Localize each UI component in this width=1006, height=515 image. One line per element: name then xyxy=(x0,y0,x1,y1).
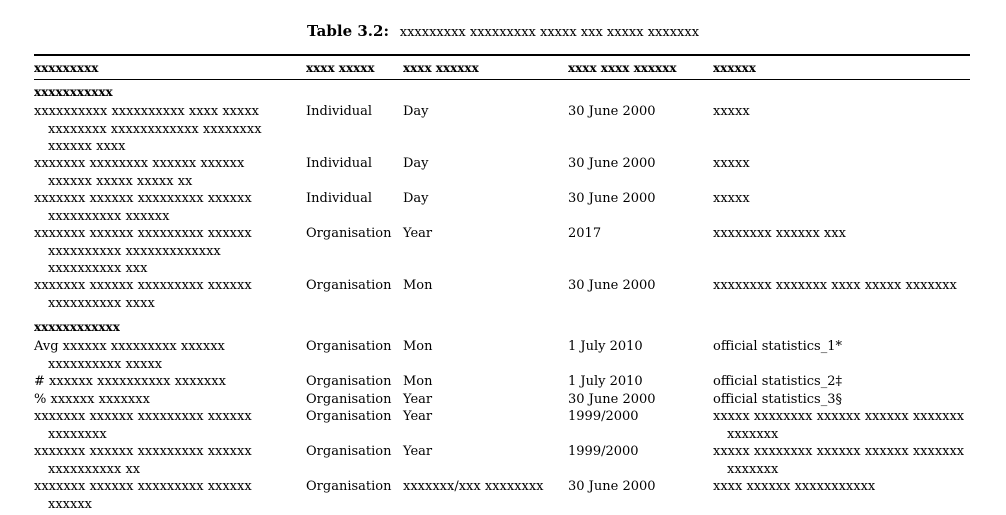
row-name-line: xxxxxxx xxxxxx xxxxxxxxx xxxxxx xyxy=(34,191,252,206)
row-source xyxy=(713,391,842,409)
row-date: 1 July 2010 xyxy=(568,374,643,389)
row-source xyxy=(713,373,842,391)
row-name-line: xxxxxxx xxxxxx xxxxxxxxx xxxxxx xyxy=(34,409,252,424)
row-frequency: Mon xyxy=(403,339,433,354)
row-source xyxy=(713,338,842,356)
row-source-line: xxxxx xyxy=(713,191,750,206)
row-frequency: Day xyxy=(403,104,429,119)
row-name xyxy=(34,225,252,278)
row-source-line: official statistics_3§ xyxy=(713,392,843,407)
row-name xyxy=(34,408,252,443)
row-name-line: xxxxxxx xxxxxx xxxxxxxxx xxxxxx xyxy=(34,479,252,494)
top-rule xyxy=(34,54,970,56)
row-frequency: Year xyxy=(403,409,433,424)
column-header-date: xxxx xxxx xxxxxx xyxy=(568,61,677,75)
row-name xyxy=(34,478,252,513)
column-header-name: xxxxxxxxx xyxy=(34,61,99,75)
row-name-line: xxxxxxxxxx xxxxxxxxxxxxx xyxy=(48,243,221,259)
row-source-line: xxxxxxxx xxxxxx xxx xyxy=(713,226,846,241)
row-type: Organisation xyxy=(306,392,392,407)
row-name-line: xxxxxxx xxxxxx xxxxxxxxx xxxxxx xyxy=(34,278,252,293)
row-name-line: xxxxxxxxxx xxxxxx xyxy=(48,208,170,224)
column-header-source: xxxxxx xyxy=(713,61,756,75)
column-header-type: xxxx xxxxx xyxy=(306,61,375,75)
row-date: 30 June 2000 xyxy=(568,156,656,171)
row-name xyxy=(34,338,225,373)
row-date: 30 June 2000 xyxy=(568,104,656,119)
row-frequency: Day xyxy=(403,156,429,171)
row-type: Individual xyxy=(306,104,373,119)
row-name-line: Avg xxxxxx xxxxxxxxx xxxxxx xyxy=(34,339,225,354)
row-date: 2017 xyxy=(568,226,602,241)
row-name-line: # xxxxxx xxxxxxxxxx xxxxxxx xyxy=(34,374,226,389)
row-source xyxy=(713,190,750,208)
row-date: 1999/2000 xyxy=(568,409,639,424)
row-name-line: xxxxxx xyxy=(48,496,92,512)
row-frequency: Year xyxy=(403,392,433,407)
row-date: 1 July 2010 xyxy=(568,339,643,354)
column-header-frequency: xxxx xxxxxx xyxy=(403,61,479,75)
row-source-line: xxxxxxx xyxy=(727,426,779,442)
row-name-line: xxxxxxxxxx xxx xyxy=(48,261,148,276)
row-name-line: xxxxxxxx xyxy=(48,426,107,442)
row-frequency: xxxxxxx/xxx xxxxxxxx xyxy=(403,479,544,494)
row-frequency: Year xyxy=(403,444,433,459)
row-name-line: xxxxxxxxxx xx xyxy=(48,461,141,477)
row-frequency: Mon xyxy=(403,374,433,389)
row-source xyxy=(713,443,964,478)
row-type: Organisation xyxy=(306,444,392,459)
row-source-line: xxxxx xxxxxxxx xxxxxx xxxxxx xxxxxxx xyxy=(713,409,965,424)
section-title: xxxxxxxxxxx xyxy=(34,85,113,99)
row-source xyxy=(713,408,964,443)
table-caption xyxy=(0,22,1006,40)
row-name-line: xxxxxx xxxxx xxxxx xx xyxy=(48,173,193,189)
row-source-line: xxxxx xyxy=(713,104,750,119)
row-name xyxy=(34,391,150,409)
row-date: 30 June 2000 xyxy=(568,278,656,293)
row-type: Organisation xyxy=(306,409,392,424)
header-rule xyxy=(34,79,970,80)
row-frequency: Year xyxy=(403,226,433,241)
row-name-line: xxxxxxxxxx xxxxxxxxxx xxxx xxxxx xyxy=(34,104,260,119)
caption-label: Table 3.2: xyxy=(306,22,389,40)
row-date: 1999/2000 xyxy=(568,444,639,459)
row-name xyxy=(34,443,252,478)
row-type: Organisation xyxy=(306,226,392,241)
row-source-line: official statistics_1* xyxy=(713,339,843,354)
row-source xyxy=(713,277,957,295)
row-source-line: xxxxx xyxy=(713,156,750,171)
row-source xyxy=(713,225,846,243)
section-title: xxxxxxxxxxxx xyxy=(34,320,120,334)
row-name xyxy=(34,103,262,156)
row-type: Organisation xyxy=(306,374,392,389)
caption-text: xxxxxxxxx xxxxxxxxx xxxxx xxx xxxxx xxxxxxx xyxy=(399,25,700,40)
row-date: 30 June 2000 xyxy=(568,479,656,494)
row-name-line: % xxxxxx xxxxxxx xyxy=(34,392,150,407)
row-source xyxy=(713,478,875,496)
row-source xyxy=(713,155,750,173)
row-name xyxy=(34,373,226,391)
row-source-line: xxxxxxxx xxxxxxx xxxx xxxxx xxxxxxx xyxy=(713,278,957,293)
row-name-line: xxxxxxxxxx xxxx xyxy=(48,295,155,311)
row-name-line: xxxxxxx xxxxxxxx xxxxxx xxxxxx xyxy=(34,156,245,171)
row-source-line: xxxxxxx xyxy=(727,461,779,477)
row-source-line: xxxx xxxxxx xxxxxxxxxxx xyxy=(713,479,876,494)
row-name xyxy=(34,155,244,190)
row-source xyxy=(713,103,750,121)
row-name-line: xxxxxx xxxx xyxy=(48,139,126,154)
row-name-line: xxxxxxx xxxxxx xxxxxxxxx xxxxxx xyxy=(34,226,252,241)
row-name-line: xxxxxxxxxx xxxxx xyxy=(48,356,163,372)
row-name-line: xxxxxxxx xxxxxxxxxxxx xxxxxxxx xyxy=(48,121,262,137)
row-frequency: Day xyxy=(403,191,429,206)
row-type: Organisation xyxy=(306,479,392,494)
row-source-line: official statistics_2‡ xyxy=(713,374,843,389)
row-type: Individual xyxy=(306,191,373,206)
row-name-line: xxxxxxx xxxxxx xxxxxxxxx xxxxxx xyxy=(34,444,252,459)
row-date: 30 June 2000 xyxy=(568,191,656,206)
row-type: Organisation xyxy=(306,339,392,354)
row-type: Organisation xyxy=(306,278,392,293)
row-source-line: xxxxx xxxxxxxx xxxxxx xxxxxx xxxxxxx xyxy=(713,444,965,459)
row-name xyxy=(34,277,252,312)
row-frequency: Mon xyxy=(403,278,433,293)
row-date: 30 June 2000 xyxy=(568,392,656,407)
row-type: Individual xyxy=(306,156,373,171)
row-name xyxy=(34,190,252,225)
